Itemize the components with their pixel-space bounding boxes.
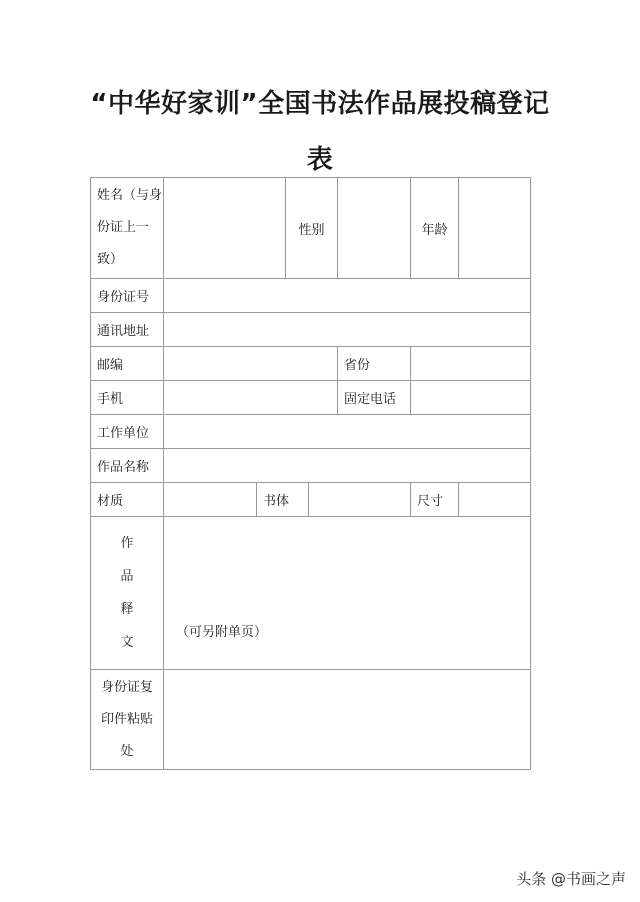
id-label: 身份证号 bbox=[97, 290, 150, 305]
explanation-label-char-2: 品 bbox=[120, 569, 134, 584]
gender-label: 性别 bbox=[298, 222, 325, 238]
title-line-2: 表 bbox=[306, 145, 334, 175]
material-value-cell[interactable] bbox=[164, 483, 257, 517]
province-value-cell[interactable] bbox=[411, 347, 531, 381]
work-name-label-cell bbox=[91, 449, 164, 483]
work-name-label: 作品名称 bbox=[97, 460, 150, 475]
landline-label-cell bbox=[338, 381, 411, 415]
size-value-cell[interactable] bbox=[459, 483, 531, 517]
work-unit-label-cell bbox=[91, 415, 164, 449]
landline-value-cell[interactable] bbox=[411, 381, 531, 415]
id-copy-label-line-3: 处 bbox=[120, 743, 134, 759]
registration-form-table bbox=[90, 177, 531, 770]
name-label-line-3: 致） bbox=[97, 252, 124, 267]
script-style-label-cell bbox=[257, 483, 309, 517]
id-label-cell bbox=[91, 279, 164, 313]
postcode-label-cell bbox=[91, 347, 164, 381]
explanation-note: （可另附单页） bbox=[176, 625, 268, 640]
size-label-cell bbox=[411, 483, 459, 517]
name-value-cell[interactable] bbox=[164, 178, 286, 279]
id-copy-label-line-1: 身份证复 bbox=[100, 679, 153, 695]
form-title bbox=[70, 76, 570, 188]
postcode-value-cell[interactable] bbox=[164, 347, 338, 381]
id-copy-label-cell bbox=[91, 670, 164, 770]
explanation-label-cell bbox=[91, 517, 164, 670]
mobile-value-cell[interactable] bbox=[164, 381, 338, 415]
explanation-label-char-1: 作 bbox=[120, 536, 134, 551]
id-value-cell[interactable] bbox=[164, 279, 531, 313]
mobile-label: 手机 bbox=[97, 392, 124, 407]
work-unit-label: 工作单位 bbox=[97, 426, 150, 441]
landline-label: 固定电话 bbox=[344, 392, 397, 407]
work-unit-value-cell[interactable] bbox=[164, 415, 531, 449]
work-name-value-cell[interactable] bbox=[164, 449, 531, 483]
address-label: 通讯地址 bbox=[97, 324, 150, 339]
age-value-cell[interactable] bbox=[459, 178, 531, 279]
watermark: 头条 @书画之声 bbox=[516, 870, 626, 888]
name-label-line-2: 份证上一 bbox=[97, 220, 150, 235]
title-line-1: “中华好家训”全国书法作品展投稿登记 bbox=[90, 89, 550, 119]
mobile-label-cell bbox=[91, 381, 164, 415]
script-style-value-cell[interactable] bbox=[309, 483, 411, 517]
gender-label-cell bbox=[286, 178, 338, 279]
name-label-line-1: 姓名（与身 bbox=[97, 188, 163, 203]
explanation-value-cell[interactable] bbox=[164, 517, 531, 670]
script-style-label: 书体 bbox=[263, 494, 290, 509]
postcode-label: 邮编 bbox=[97, 358, 124, 373]
address-label-cell bbox=[91, 313, 164, 347]
size-label: 尺寸 bbox=[417, 494, 444, 509]
material-label: 材质 bbox=[97, 494, 124, 509]
province-label-cell bbox=[338, 347, 411, 381]
age-label-cell bbox=[411, 178, 459, 279]
explanation-label-char-3: 释 bbox=[120, 602, 134, 617]
id-copy-paste-area[interactable] bbox=[164, 670, 531, 770]
name-label-cell bbox=[91, 178, 164, 279]
material-label-cell bbox=[91, 483, 164, 517]
address-value-cell[interactable] bbox=[164, 313, 531, 347]
age-label: 年龄 bbox=[421, 222, 448, 238]
gender-value-cell[interactable] bbox=[338, 178, 411, 279]
id-copy-label-line-2: 印件粘贴 bbox=[100, 711, 153, 727]
province-label: 省份 bbox=[344, 358, 371, 373]
explanation-label-char-4: 文 bbox=[120, 635, 134, 650]
